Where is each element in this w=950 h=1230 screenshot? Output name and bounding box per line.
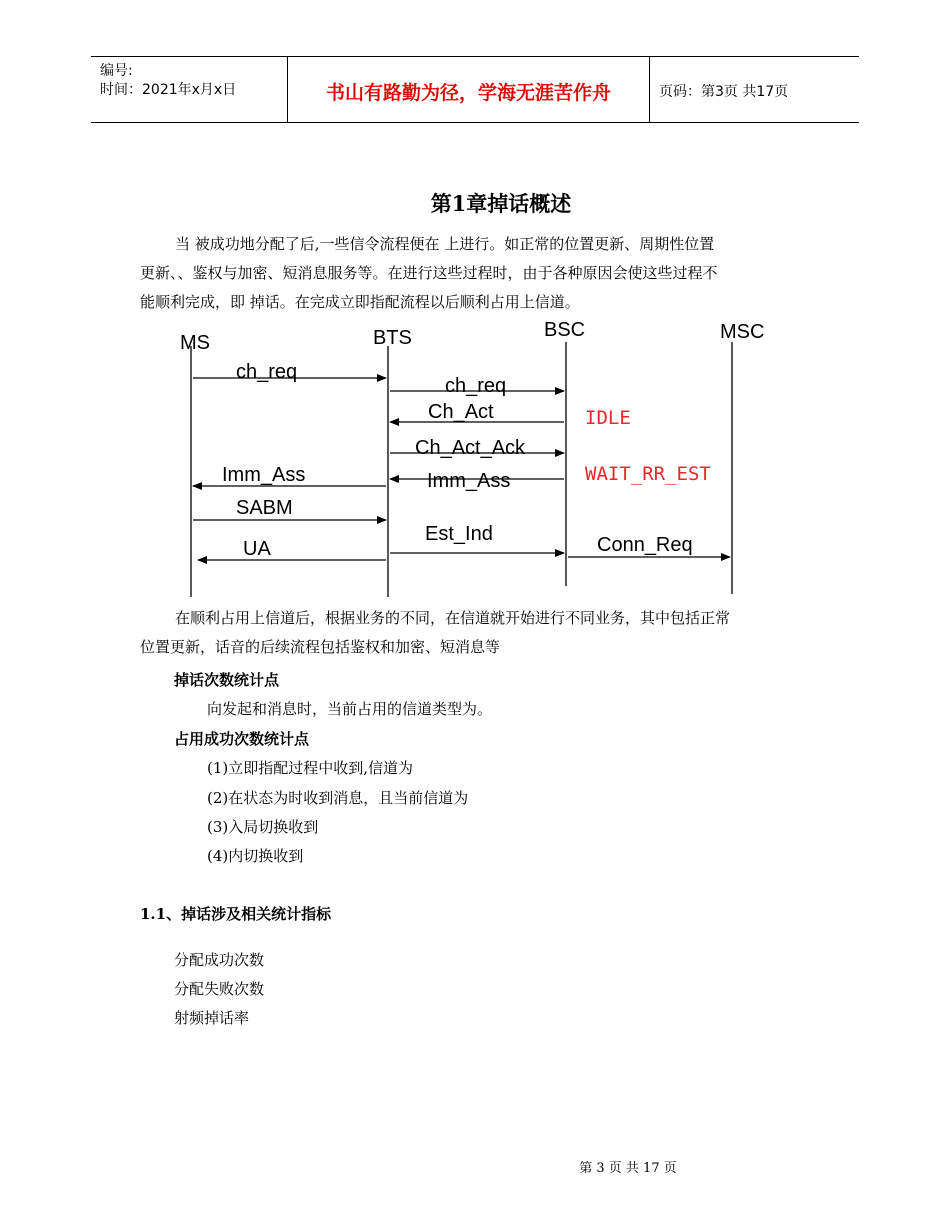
header-motto: 书山有路勤为径，学海无涯苦作舟	[325, 82, 611, 104]
msg-est-ind: Est_Ind	[425, 523, 493, 545]
success-item: (3)入局切换收到	[207, 818, 319, 836]
drop-count-text: 向发起和消息时，当前占用的信道类型为。	[207, 700, 493, 718]
header-number-label: 编号:	[100, 63, 133, 79]
intro-line: 能顺利完成，即 掉话。在完成立即指配流程以后顺利占用上信道。	[140, 293, 580, 311]
after-line: 位置更新，话音的后续流程包括鉴权和加密、短消息等	[140, 638, 501, 656]
entity-bts: BTS	[373, 327, 412, 349]
header-page-label: 页码：第3页 共17页	[659, 84, 789, 100]
intro-line: 当 被成功地分配了后,一些信令流程便在 上进行。如正常的位置更新、周期性位置	[175, 235, 715, 253]
metric-item: 射频掉话率	[174, 1009, 250, 1027]
msg-conn-req: Conn_Req	[597, 534, 693, 556]
success-item: (2)在状态为时收到消息，且当前信道为	[207, 789, 469, 807]
success-item: (4)内切换收到	[207, 847, 304, 865]
after-line: 在顺利占用上信道后，根据业务的不同，在信道就开始进行不同业务，其中包括正常	[175, 609, 731, 627]
intro-line: 更新、、鉴权与加密、短消息服务等。在进行这些过程时，由于各种原因会使这些过程不	[140, 264, 718, 282]
header-time-label: 时间：2021年x月x日	[100, 82, 237, 98]
msg-ua: UA	[243, 538, 271, 560]
after-diagram-paragraph	[140, 604, 815, 662]
state-idle: IDLE	[585, 407, 631, 429]
msg-ch-req-2: ch_req	[445, 375, 507, 397]
metric-item: 分配失败次数	[174, 980, 265, 998]
success-item: (1)立即指配过程中收到,信道为	[207, 759, 414, 777]
msg-ch-act: Ch_Act	[428, 401, 494, 423]
page-footer: 第 3 页 共 17 页	[579, 1161, 677, 1176]
metric-item: 分配成功次数	[174, 951, 265, 969]
chapter-title: 第1章掉话概述	[430, 191, 572, 216]
msg-imm-ass-1: Imm_Ass	[222, 464, 306, 486]
drop-count-heading: 掉话次数统计点	[174, 671, 280, 689]
entity-ms: MS	[180, 332, 210, 354]
state-wait-rr-est: WAIT_RR_EST	[585, 463, 711, 485]
success-count-heading: 占用成功次数统计点	[174, 730, 310, 748]
entity-bsc: BSC	[544, 319, 586, 341]
entity-msc: MSC	[720, 321, 765, 343]
section-heading: 1.1、掉话涉及相关统计指标	[140, 905, 332, 923]
msg-sabm: SABM	[236, 497, 293, 519]
msg-ch-act-ack: Ch_Act_Ack	[415, 437, 526, 459]
msg-imm-ass-2: Imm_Ass	[427, 470, 511, 492]
msg-ch-req-1: ch_req	[236, 361, 298, 383]
